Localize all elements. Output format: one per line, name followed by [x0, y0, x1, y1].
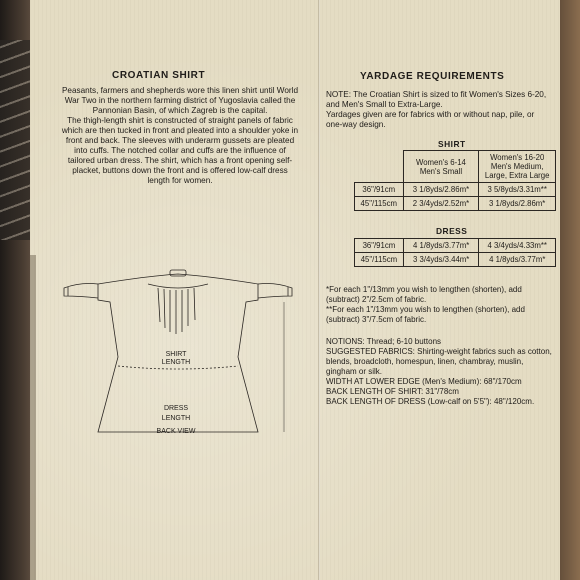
- table-row: [355, 183, 556, 197]
- yardage-cell: 4 3/4yds/4.33m**: [479, 239, 556, 253]
- notions: NOTIONS: Thread; 6-10 buttons: [326, 337, 442, 346]
- dress-length-label-1: DRESS: [163, 405, 189, 412]
- center-fold: [318, 0, 320, 580]
- fabric-width: 36"/91cm: [355, 239, 404, 253]
- fabric-width: 45"/115cm: [355, 253, 404, 267]
- yardage-cell: 3 3/4yds/3.44m*: [403, 253, 479, 267]
- paper-edge-shadow: [30, 255, 36, 580]
- pattern-title: CROATIAN SHIRT: [112, 70, 206, 81]
- shirt-length-label-1: SHIRT: [165, 351, 187, 358]
- pattern-envelope: [30, 0, 560, 580]
- size-column-1: Women's 6-14 Men's Small: [403, 151, 479, 183]
- suggested-fabrics: SUGGESTED FABRICS: Shirting-weight fabrics such as cotton, blends, broadcloth, homespun, linen, chambray, muslin, gingham or silk.: [326, 347, 552, 376]
- yardage-cell: 4 1/8yds/3.77m*: [403, 239, 479, 253]
- lengthen-notes: [326, 285, 554, 325]
- lengthen-note-2: **For each 1"/13mm you wish to lengthen (shorten), add (subtract) 3"/7.5cm of fabric.: [326, 305, 525, 324]
- pattern-details: [326, 337, 554, 407]
- shirt-yardage-table: [354, 150, 556, 211]
- shirt-table-heading: SHIRT: [438, 139, 466, 149]
- width-lower-edge: WIDTH AT LOWER EDGE (Men's Medium): 68"/170cm: [326, 377, 522, 386]
- yardage-cell: 3 5/8yds/3.31m**: [479, 183, 556, 197]
- back-view-label: BACK VIEW: [156, 428, 196, 435]
- yardage-cell: 3 1/8yds/2.86m*: [403, 183, 479, 197]
- lengthen-note-1: *For each 1"/13mm you wish to lengthen (shorten), add (subtract) 2"/2.5cm of fabric.: [326, 285, 522, 304]
- dress-length-label-2: LENGTH: [161, 415, 191, 422]
- shirt-length-label-2: LENGTH: [161, 359, 191, 366]
- table-row: [355, 239, 556, 253]
- size-column-2: Women's 16-20 Men's Medium, Large, Extra Large: [479, 151, 556, 183]
- yardage-cell: 2 3/4yds/2.52m*: [403, 197, 479, 211]
- right-sleeve: [258, 284, 292, 299]
- fabric-width: 45"/115cm: [355, 197, 404, 211]
- size-note: [326, 90, 551, 130]
- yardage-cell: 3 1/8yds/2.86m*: [479, 197, 556, 211]
- size-note-2: Yardages given are for fabrics with or without nap, pile, or one-way design.: [326, 110, 535, 129]
- garment-illustration: [58, 262, 298, 442]
- back-length-shirt: BACK LENGTH OF SHIRT: 31"/78cm: [326, 387, 459, 396]
- table-row: [355, 197, 556, 211]
- back-length-dress: BACK LENGTH OF DRESS (Low-calf on 5'5"): 48"/120cm.: [326, 397, 535, 406]
- yardage-cell: 4 1/8yds/3.77m*: [479, 253, 556, 267]
- fabric-width: 36"/91cm: [355, 183, 404, 197]
- description: [60, 86, 300, 186]
- description-para-1: Peasants, farmers and shepherds wore this linen shirt until World War Two in the northern farming district of Yugoslavia called the Pannonian Basin, of which Zagreb is the capital.: [61, 86, 299, 115]
- left-sleeve: [64, 284, 98, 299]
- size-note-1: NOTE: The Croatian Shirt is sized to fit Women's Sizes 6-20, and Men's Small to Extra-Large.: [326, 90, 547, 109]
- dress-table-heading: DRESS: [436, 226, 468, 236]
- description-para-2: The thigh-length shirt is constructed of straight panels of fabric which are then tucked in front and pleated into a shoulder yoke in front and back. The sleeves with underarm gussets are pleated into cuffs. The notched collar and cuffs are the influence of tailored urban dress. The shirt, which has a front opening self-placket, buttons down the front and is offered low-calf dress length for women.: [61, 116, 299, 185]
- yardage-title: YARDAGE REQUIREMENTS: [360, 71, 505, 82]
- background-plant: [0, 40, 30, 240]
- table-header-row: [355, 151, 556, 183]
- table-row: [355, 253, 556, 267]
- dress-yardage-table: [354, 238, 556, 267]
